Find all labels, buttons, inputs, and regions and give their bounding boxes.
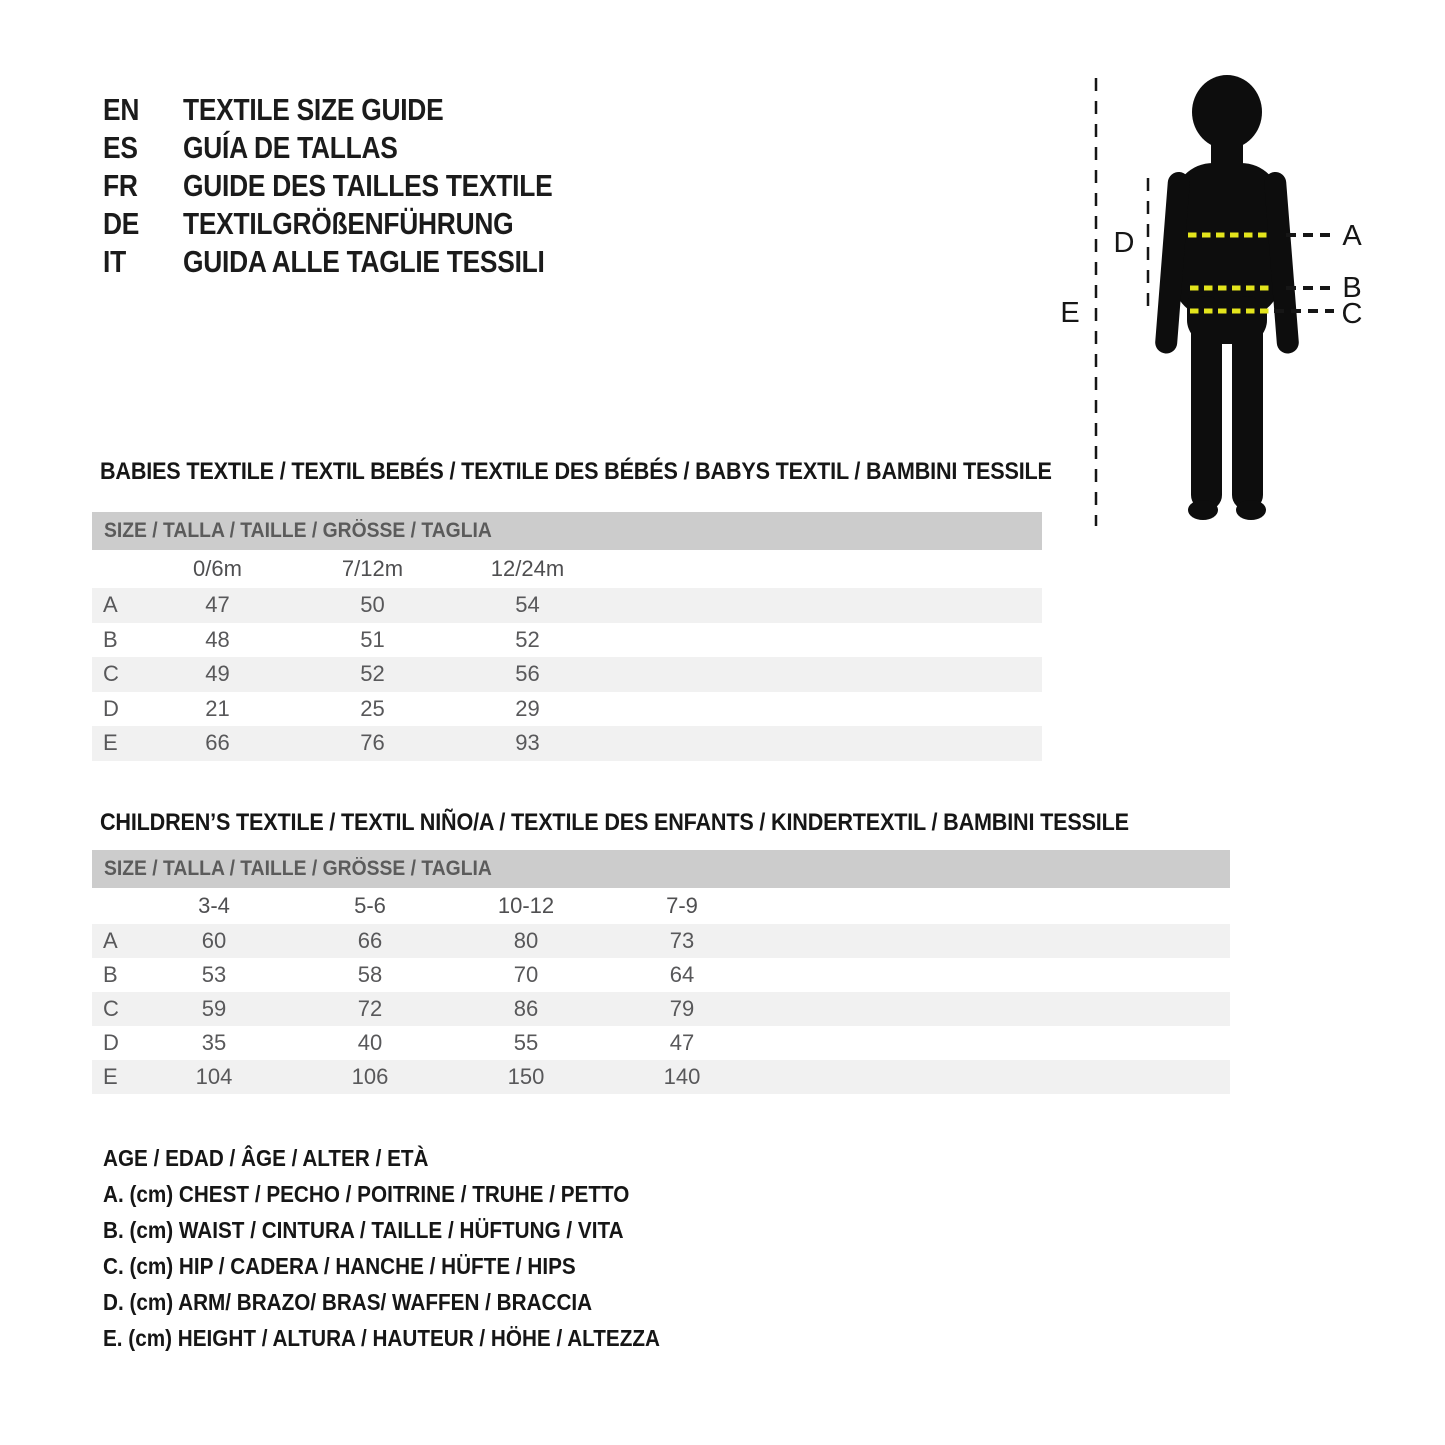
language-title: GUIDE DES TAILLES TEXTILE [183,168,553,203]
value-cell: 35 [201,1030,227,1055]
value-cell: 58 [357,962,383,987]
table-row [92,992,1230,1026]
language-block [103,91,618,281]
value-cell: 53 [201,962,227,987]
row-label: D [103,695,119,721]
value-cell: 48 [205,626,230,652]
table-row [92,1026,1230,1060]
child-silhouette-icon [1154,75,1299,520]
value-cell: 52 [360,661,385,687]
column-header-row [92,888,1230,924]
value-cell: 52 [515,626,540,652]
children-section-title: CHILDREN’S TEXTILE / TEXTIL NIÑO/A / TEXTILE DES ENFANTS / KINDERTEXTIL / BAMBINI TESSILE [100,809,1129,836]
value-cell: 55 [513,1030,539,1055]
column-header-row [92,550,1042,588]
table-row [92,1060,1230,1094]
value-cell: 64 [669,962,695,987]
value-cell: 47 [205,592,230,618]
table-row [92,958,1230,992]
marker-label-chest: A [1342,220,1362,252]
row-label: B [103,962,118,987]
value-cell: 73 [669,928,695,953]
row-label: A [103,592,118,618]
table-row [92,657,1042,692]
column-header: 12/24m [490,556,565,581]
language-code: ES [103,130,138,165]
language-code: FR [103,168,138,203]
value-cell: 72 [357,996,383,1021]
marker-label-arm: D [1113,227,1135,259]
value-cell: 79 [669,996,695,1021]
value-cell: 104 [195,1064,233,1089]
language-row [103,91,618,129]
legend-hip-line: C. (cm) HIP / CADERA / HANCHE / HÜFTE / HIPS [103,1252,576,1279]
column-header: 7/12m [341,556,404,581]
value-cell: 49 [205,661,230,687]
legend-age-line: AGE / EDAD / ÂGE / ALTER / ETÀ [103,1144,429,1171]
row-label: D [103,1030,119,1055]
value-cell: 93 [515,730,540,756]
language-row [103,205,618,243]
babies-section-title: BABIES TEXTILE / TEXTIL BEBÉS / TEXTILE DES BÉBÉS / BABYS TEXTIL / BAMBINI TESSILE [100,458,1052,485]
table-row [92,924,1230,958]
row-label: E [103,1064,118,1089]
language-code: EN [103,92,140,127]
value-cell: 106 [351,1064,389,1089]
size-header-bar [92,850,1230,888]
language-row [103,129,618,167]
column-header: 7-9 [666,893,698,918]
row-label: C [103,996,119,1021]
value-cell: 66 [357,928,383,953]
value-cell: 54 [515,592,540,618]
value-cell: 150 [507,1064,545,1089]
marker-label-height: E [1060,297,1080,329]
value-cell: 21 [205,695,230,721]
table-row [92,623,1042,658]
legend-chest-line: A. (cm) CHEST / PECHO / POITRINE / TRUHE / PETTO [103,1180,630,1207]
size-header-label: SIZE / TALLA / TAILLE / GRÖSSE / TAGLIA [104,519,492,542]
language-title: GUIDA ALLE TAGLIE TESSILI [183,244,545,279]
size-header-bar [92,512,1042,550]
babies-size-table [92,512,1042,761]
legend-arm-line: D. (cm) ARM/ BRAZO/ BRAS/ WAFFEN / BRACCIA [103,1288,593,1315]
size-header-label: SIZE / TALLA / TAILLE / GRÖSSE / TAGLIA [104,857,492,880]
row-label: C [103,661,119,687]
language-row [103,243,618,281]
value-cell: 76 [360,730,385,756]
value-cell: 80 [513,928,539,953]
legend-height-line: E. (cm) HEIGHT / ALTURA / HAUTEUR / HÖHE / ALTEZZA [103,1324,660,1351]
value-cell: 59 [201,996,227,1021]
column-header: 10-12 [497,893,555,918]
column-header: 5-6 [354,893,386,918]
column-header: 3-4 [198,893,230,918]
table-row [92,726,1042,761]
value-cell: 50 [360,592,385,618]
language-row [103,167,618,205]
value-cell: 66 [205,730,230,756]
value-cell: 140 [663,1064,701,1089]
value-cell: 56 [515,661,540,687]
value-cell: 60 [201,928,227,953]
language-code: IT [103,244,126,279]
row-label: B [103,626,118,652]
value-cell: 40 [357,1030,383,1055]
children-size-table [92,850,1230,1094]
language-title: TEXTILGRÖßENFÜHRUNG [183,206,514,241]
marker-label-hip: C [1341,298,1363,330]
table-row [92,692,1042,727]
row-label: A [103,928,118,953]
value-cell: 70 [513,962,539,987]
value-cell: 86 [513,996,539,1021]
marker-label-waist: B [1342,272,1362,304]
value-cell: 25 [360,695,385,721]
value-cell: 47 [669,1030,695,1055]
value-cell: 29 [515,695,540,721]
row-label: E [103,730,118,756]
value-cell: 51 [360,626,385,652]
measurement-legend [103,1140,722,1356]
language-code: DE [103,206,140,241]
legend-waist-line: B. (cm) WAIST / CINTURA / TAILLE / HÜFTUNG / VITA [103,1216,624,1243]
language-title: GUÍA DE TALLAS [183,130,398,165]
language-title: TEXTILE SIZE GUIDE [183,92,444,127]
table-row [92,588,1042,623]
column-header: 0/6m [193,556,242,581]
